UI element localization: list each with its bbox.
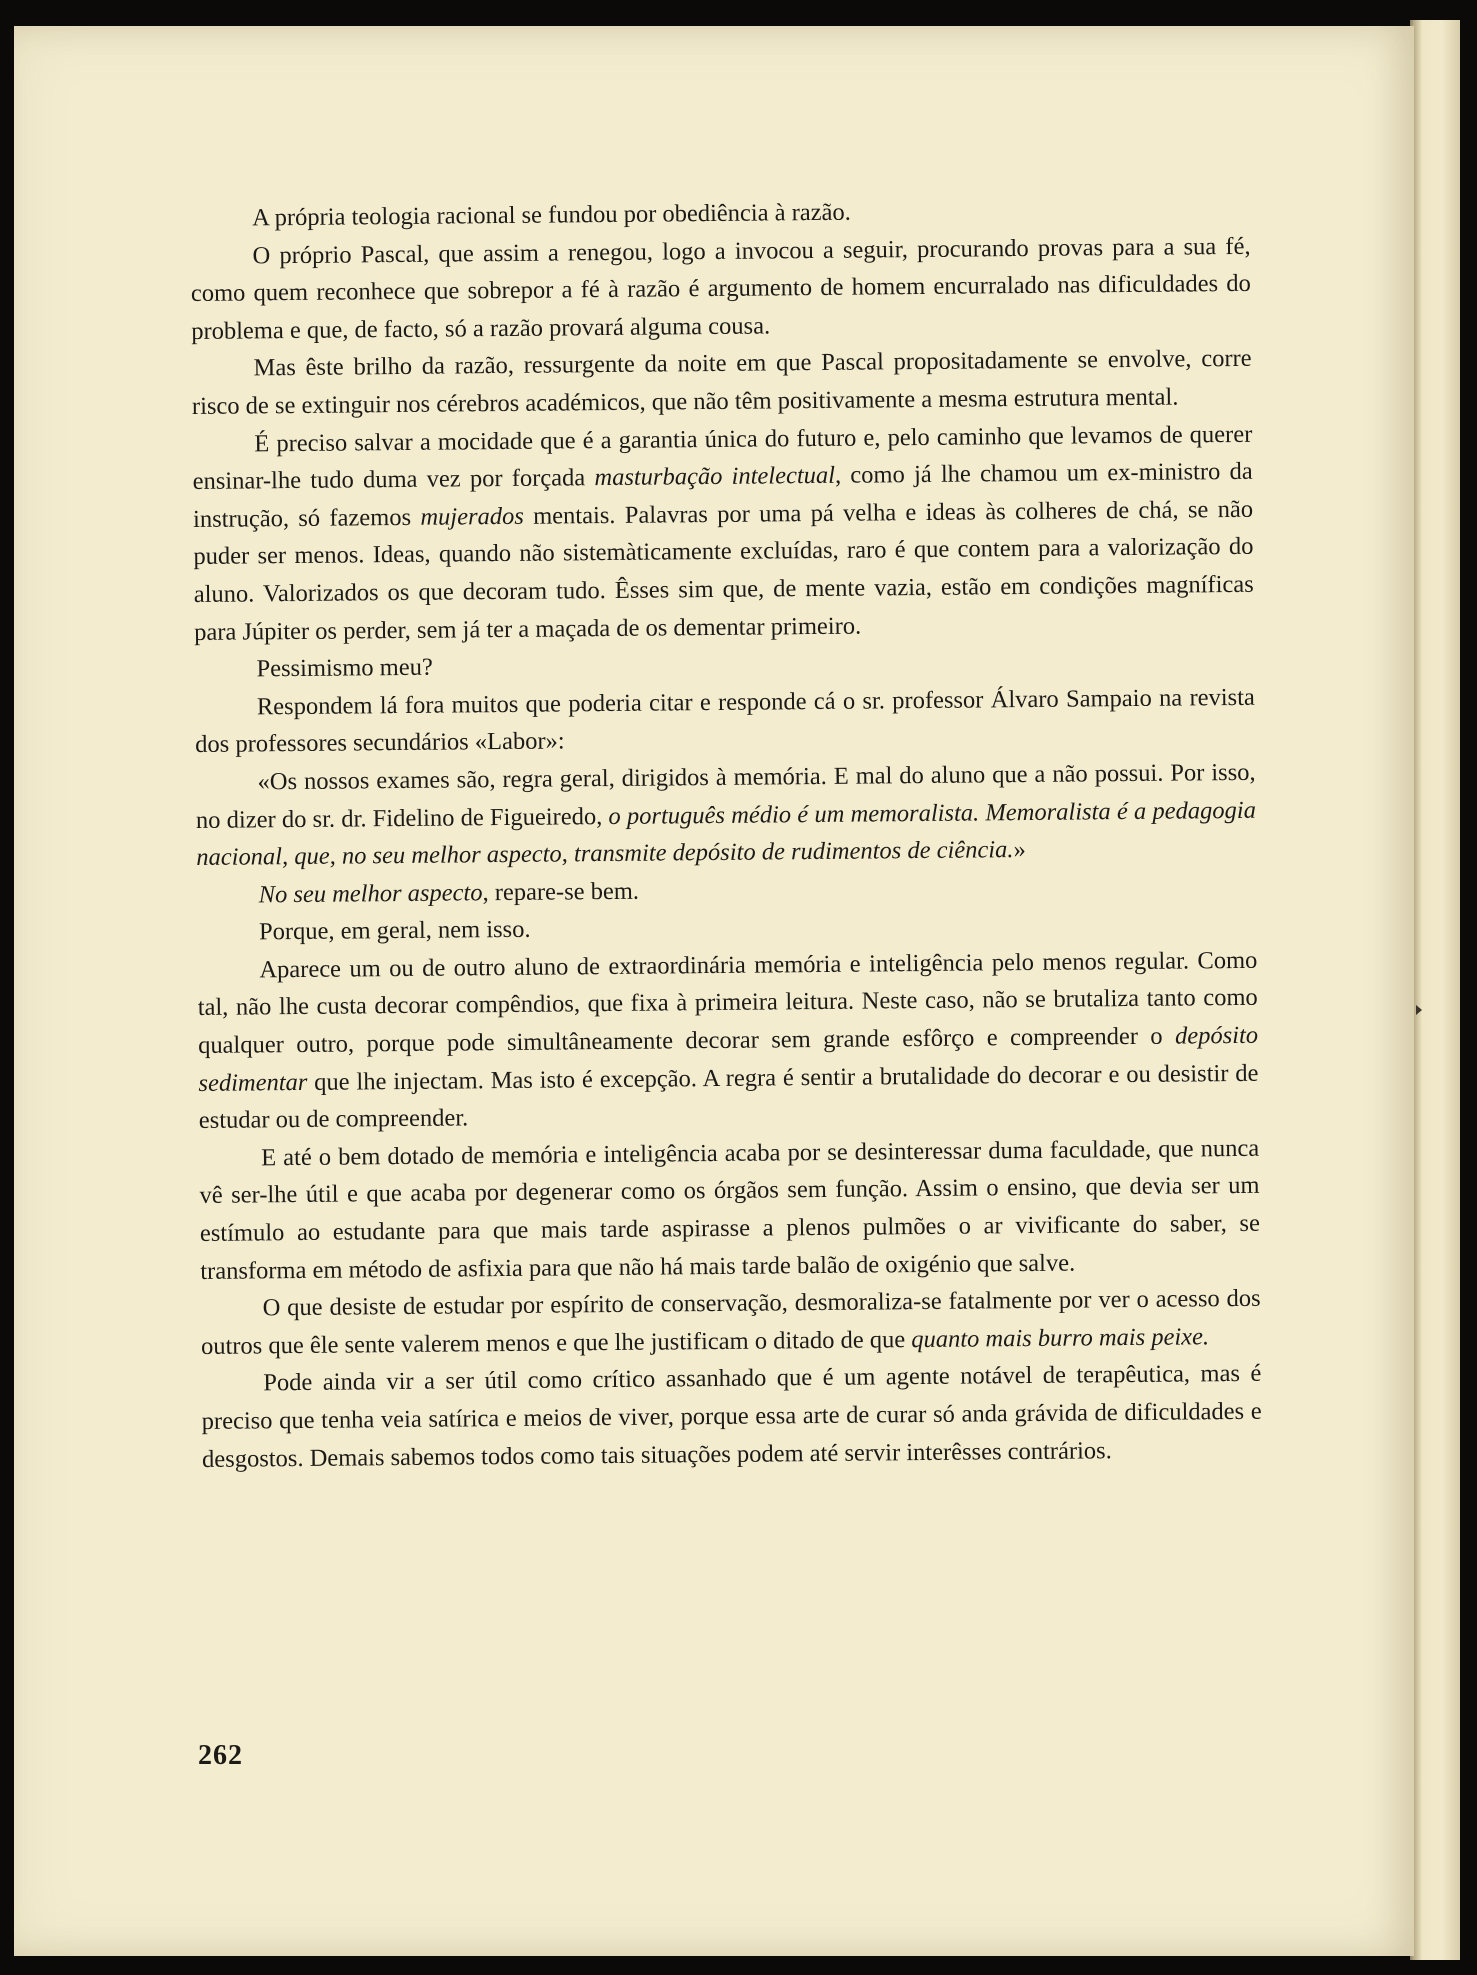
paragraph: No seu melhor aspecto, repare-se bem. [258,877,640,909]
paragraph: Pode ainda vir a ser útil como crítico assanhado que é um agente notável de terapêutica, mas é preciso que tenha veia satírica e meios de viver, porque essa arte de curar só anda grávida de dificuldades e desgostos. Demais sabemos todos como tais situações podem até servir interêsses contrários. [201,1360,1262,1473]
paragraph: E até o bem dotado de memória e inteligência acaba por se desinteressar duma faculdade, que nunca vê ser-lhe útil e que acaba por degenerar como os órgãos sem função. Assim o ensino, que devia ser um estímulo ao estudante para que mais tarde aspirasse a plenos pulmões o ar vivificante do saber, se transforma em método de asfixia para que não há mais tarde balão de oxigénio que salve. [199,1134,1261,1285]
paragraph: Porque, em geral, nem isso. [258,916,531,946]
paragraph: É preciso salvar a mocidade que é a garantia única do futuro e, pelo caminho que levamos de querer ensinar-lhe tudo duma vez por forçada masturbação intelectual, como já lhe chamou um ex-ministro da instrução, só fazemos mujerados mentais. Palavras por uma pá velha e ideas às colheres de chá, se não puder ser menos. Ideas, quando não sistemàticamente excluídas, raro é que contem para a valorização do aluno. Valorizados os que decoram tudo. Êsses sim que, de mente vazia, estão em condições magníficas para Júpiter os perder, sem já ter a maçada de os dementar primeiro. [192,420,1254,646]
paragraph: Pessimismo meu? [256,653,433,683]
body-text [190,190,1262,1478]
margin-mark-icon [1416,1005,1422,1015]
paragraph: Respondem lá fora muitos que poderia citar e responde cá o sr. professor Álvaro Sampaio na revista dos professores secundários «Labor»: [195,683,1255,759]
next-page-edge [1414,20,1460,1960]
paragraph: O que desiste de estudar por espírito de conservação, desmoraliza-se fatalmente por ver o acesso dos outros que êle sente valerem menos e que lhe justificam o ditado de que quanto mais burro mais peixe. [200,1284,1261,1360]
paragraph: Aparece um ou de outro aluno de extraordinária memória e inteligência pelo menos regular. Como tal, não lhe custa decorar compêndios, que fixa à primeira leitura. Neste caso, não se brutaliza tanto como qualquer outro, porque pode simultâneamente decorar sem grande esfôrço e compreender o depósito sedimentar que lhe injectam. Mas isto é excepção. A regra é sentir a brutalidade do decorar e ou desistir de estudar ou de compreender. [197,946,1259,1135]
paragraph: Mas êste brilho da razão, ressurgente da noite em que Pascal propositadamente se envolve, corre risco de se extinguir nos cérebros académicos, que não têm positivamente a mesma estrutura mental. [191,345,1252,420]
quote-paragraph: «Os nossos exames são, regra geral, dirigidos à memória. E mal do aluno que a não possui. Por isso, no dizer do sr. dr. Fidelino de Figueiredo, o português médio é um memoralista. Memoralista é a pedagogia nacional, que, no seu melhor aspecto, transmite depósito de rudimentos de ciência.» [195,758,1257,872]
paragraph: A própria teologia racional se fundou por obediência à razão. [252,198,851,232]
paragraph: O próprio Pascal, que assim a renegou, logo a invocou a seguir, procurando provas para a sua fé, como quem reconhece que sobrepor a fé à razão é argumento de homem encurralado nas dificuldades do problema e que, de facto, só a razão provará alguma cousa. [190,232,1251,345]
page-number: 262 [198,1740,243,1771]
